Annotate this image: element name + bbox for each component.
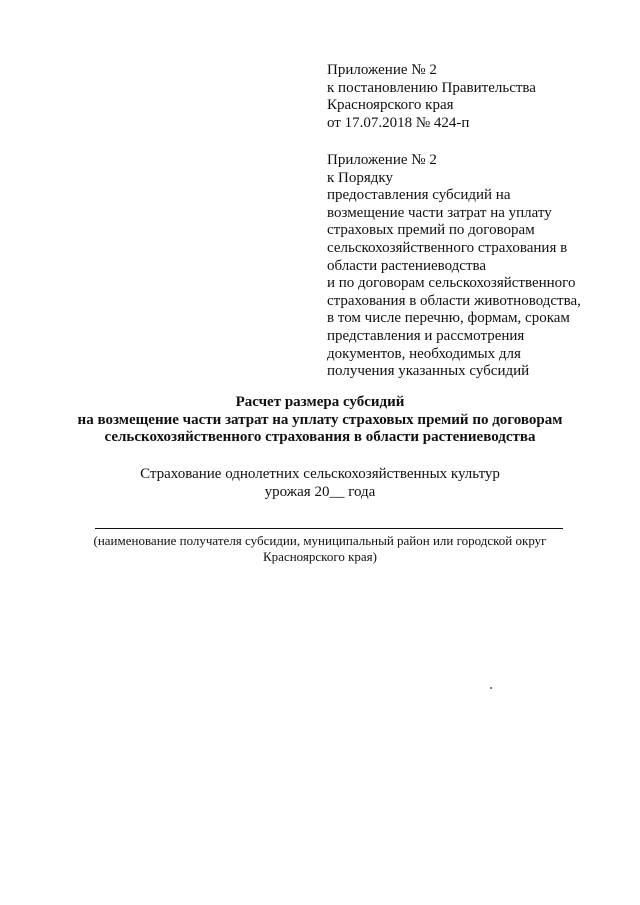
attachment-line: к Порядку [327, 169, 393, 186]
attachment-line: документов, необходимых для [327, 345, 521, 362]
scan-speck [490, 687, 492, 689]
attachment-line: Красноярского края [327, 97, 454, 114]
caption-line: Красноярского края) [263, 548, 377, 564]
title-line: Расчет размера субсидий [235, 394, 405, 410]
attachment-line: от 17.07.2018 № 424-п [327, 114, 470, 131]
attachment-line: страховых премий по договорам [327, 222, 535, 239]
attachment-line: страхования в области животноводства, [327, 292, 581, 309]
attachment-line: Приложение № 2 [327, 152, 437, 168]
title-line: сельскохозяйственного страхования в области растениеводства [104, 429, 536, 446]
recipient-caption [80, 533, 560, 564]
caption-line: (наименование получателя субсидии, муниципальный район или городской округ [93, 533, 547, 548]
subtitle-line: урожая 20__ года [264, 483, 376, 500]
attachment-line: в том числе перечню, формам, срокам [327, 310, 570, 327]
attachment-line: области растениеводства [327, 257, 487, 274]
attachment-line: возмещение части затрат на уплату [327, 204, 552, 221]
subtitle-line: Страхование однолетних сельскохозяйственных культур [140, 466, 500, 482]
attachment-to-procedure [327, 152, 627, 381]
attachment-line: к постановлению Правительства [327, 79, 536, 96]
attachment-line: предоставления субсидий на [327, 187, 511, 204]
recipient-name-underline [95, 528, 563, 529]
document-subtitle [0, 466, 640, 501]
attachment-line: сельскохозяйственного страхования в [327, 239, 568, 256]
attachment-line: получения указанных субсидий [327, 363, 530, 380]
attachment-line: и по договорам сельскохозяйственного [327, 275, 576, 292]
attachment-to-resolution [327, 62, 627, 132]
attachment-line: представления и рассмотрения [327, 327, 525, 344]
document-title [0, 394, 640, 447]
title-line: на возмещение части затрат на уплату страховых премий по договорам [77, 411, 563, 428]
attachment-line: Приложение № 2 [327, 62, 437, 78]
